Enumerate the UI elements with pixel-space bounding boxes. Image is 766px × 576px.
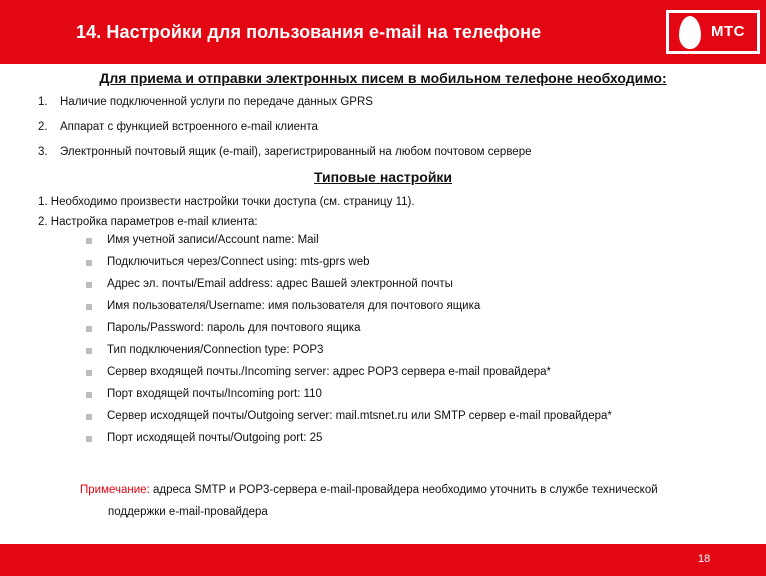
note-line-2: поддержки e-mail-провайдера [108,506,268,518]
item-number: 3. [38,146,48,158]
bullet-icon [86,392,92,398]
list-item [86,344,612,366]
logo-background [669,13,757,51]
header-bar [0,0,766,64]
param-text: Пароль/Password: пароль для почтового ящика [107,322,361,334]
item-number: 2. [38,121,48,133]
requirements-list [38,96,532,171]
param-text: Адрес эл. почты/Email address: адрес Вашей электронной почты [107,278,453,290]
note-text: адреса SMTP и POP3-сервера e-mail-провайдера необходимо уточнить в службе технической [149,484,658,496]
list-item [86,300,612,322]
bullet-icon [86,326,92,332]
item-text: Наличие подключенной услуги по передаче данных GPRS [60,96,373,108]
egg-icon [679,16,701,49]
mts-logo [666,10,760,54]
list-item [86,410,612,432]
step-2-text: 2. Настройка параметров e-mail клиента: [38,216,258,228]
email-params-list [86,234,612,454]
slide-title: 14. Настройки для пользования e-mail на телефоне [76,22,542,42]
page-number: 18 [698,553,711,565]
list-item [38,146,532,171]
list-item [38,121,532,146]
note-line-1 [80,479,720,501]
list-item [86,366,612,388]
item-text: Аппарат с функцией встроенного e-mail клиента [60,121,318,133]
typical-settings-title: Типовые настройки [313,169,453,185]
bullet-icon [86,348,92,354]
bullet-icon [86,304,92,310]
param-text: Сервер входящей почты./Incoming server: адрес POP3 сервера e-mail провайдера* [107,366,552,378]
step-1-text: 1. Необходимо произвести настройки точки доступа (см. страницу 11). [38,196,415,208]
list-item [86,432,612,454]
list-item [86,388,612,410]
param-text: Тип подключения/Connection type: POP3 [107,344,324,356]
param-text: Имя учетной записи/Account name: Mail [107,234,319,246]
bullet-icon [86,282,92,288]
list-item [86,322,612,344]
footer-bar [0,544,766,576]
list-item [86,256,612,278]
bullet-icon [86,436,92,442]
list-item [38,96,532,121]
param-text: Порт исходящей почты/Outgoing port: 25 [107,432,323,444]
list-item [86,234,612,256]
param-text: Имя пользователя/Username: имя пользователя для почтового ящика [107,300,481,312]
bullet-icon [86,414,92,420]
item-number: 1. [38,96,48,108]
param-text: Сервер исходящей почты/Outgoing server: mail.mtsnet.ru или SMTP сервер e-mail провайдера* [107,410,612,422]
bullet-icon [86,238,92,244]
param-text: Подключиться через/Connect using: mts-gprs web [107,256,370,268]
note [80,479,720,523]
bullet-icon [86,370,92,376]
list-item [86,278,612,300]
bullet-icon [86,260,92,266]
requirements-title: Для приема и отправки электронных писем в мобильном телефоне необходимо: [99,70,667,86]
param-text: Порт входящей почты/Incoming port: 110 [107,388,322,400]
note-label: Примечание: [80,484,150,496]
logo-text: МТС [711,23,745,40]
item-text: Электронный почтовый ящик (e-mail), зарегистрированный на любом почтовом сервере [60,146,532,158]
